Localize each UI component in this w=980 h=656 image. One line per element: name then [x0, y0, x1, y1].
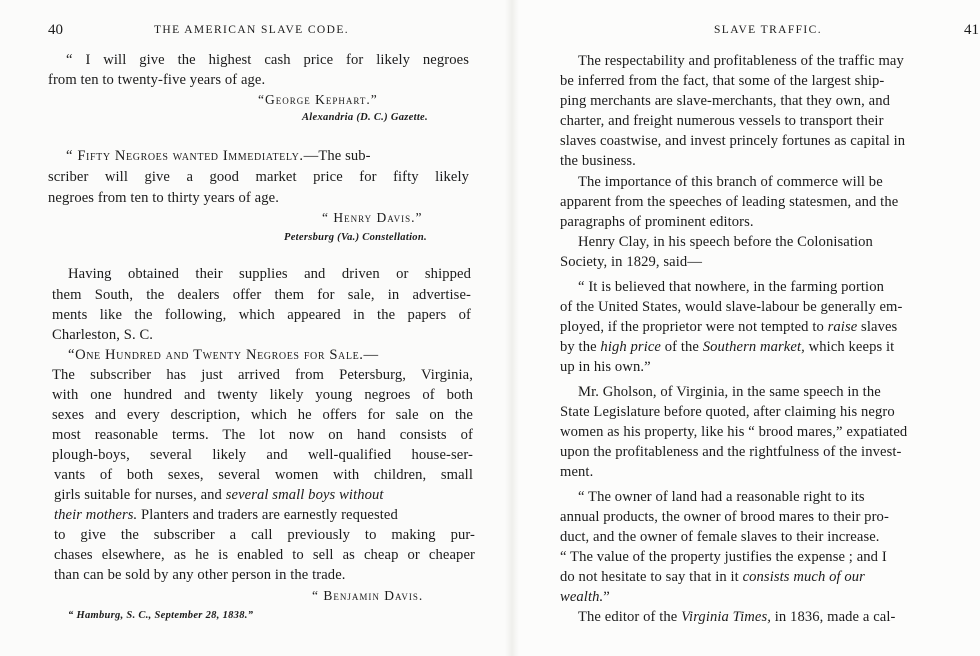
text-line: most reasonable terms. The lot now on hand consists of [52, 427, 473, 443]
text-line: to give the subscriber a call previously to making pur- [54, 527, 475, 543]
text-span: do not hesitate to say that in it [560, 569, 743, 585]
ad-dateline: “ Hamburg, S. C., September 28, 1838.” [68, 610, 254, 621]
italic-span: their mothers. [54, 507, 138, 523]
text-span: ” [603, 589, 610, 605]
text-line: of the United States, would slave-labour be generally em- [560, 299, 903, 315]
italic-span: high price [600, 339, 662, 355]
text-line: The respectability and profitableness of the traffic may [578, 53, 904, 69]
text-line: The subscriber has just arrived from Petersburg, Virginia, [52, 367, 473, 383]
text-line: negroes from ten to thirty years of age. [48, 190, 279, 206]
italic-span: Southern market, [702, 339, 805, 355]
text-line: than can be sold by any other person in the trade. [54, 567, 346, 583]
newspaper-source: Petersburg (Va.) Constellation. [284, 232, 427, 243]
book-gutter [505, 0, 519, 656]
text-line: annual products, the owner of brood mares to their pro- [560, 509, 889, 525]
text-line: ments like the following, which appeared in the papers of [52, 307, 471, 323]
text-line [578, 608, 895, 626]
text-line [560, 318, 897, 336]
text-line: Having obtained their supplies and driven or shipped [68, 266, 471, 282]
text-line [66, 147, 371, 165]
ad-heading: “ Fifty Negroes wanted Immediately. [66, 148, 304, 164]
page-number: 40 [48, 22, 63, 38]
text-line: be inferred from the fact, that some of the largest ship- [560, 73, 885, 89]
text-span: in 1836, made a cal- [771, 609, 896, 625]
text-line: slaves coastwise, and invest princely fortunes as capital in [560, 133, 906, 149]
page-number: 41 [964, 22, 979, 38]
text-line: sexes and every description, which he offers for sale on the [52, 407, 473, 423]
text-line: “ I will give the highest cash price for likely negroes [66, 52, 469, 68]
text-span: of the [661, 339, 703, 355]
text-line: scriber will give a good market price for fifty likely [48, 169, 469, 185]
text-line: Henry Clay, in his speech before the Colonisation [578, 234, 873, 250]
text-line: apparent from the speeches of leading statesmen, and the [560, 194, 899, 210]
text-line: Mr. Gholson, of Virginia, in the same speech in the [578, 384, 881, 400]
text-line [560, 338, 894, 356]
right-page [512, 0, 980, 656]
text-line [560, 568, 865, 586]
text-line: paragraphs of prominent editors. [560, 214, 754, 230]
text-span: — [363, 347, 379, 363]
ad-signature: “ Benjamin Davis. [312, 588, 424, 603]
text-line: “ It is believed that nowhere, in the farming portion [578, 279, 885, 295]
text-line: ment. [560, 464, 594, 480]
running-head: THE AMERICAN SLAVE CODE. [154, 24, 350, 36]
text-line: vants of both sexes, several women with children, small [54, 467, 473, 483]
text-line: chases elsewhere, as he is enabled to sell as cheap or cheaper [54, 547, 475, 563]
text-span: slaves [857, 319, 898, 335]
text-line: with one hundred and twenty likely young negroes of both [52, 387, 473, 403]
text-span: which keeps it [804, 339, 895, 355]
italic-span: several small boys without [225, 487, 384, 503]
text-line: ping merchants are slave-merchants, that they own, and [560, 93, 890, 109]
text-line: the business. [560, 153, 636, 169]
running-head: SLAVE TRAFFIC. [714, 24, 823, 36]
text-line: women as his property, like his “ brood mares,” expatiated [560, 424, 908, 440]
text-line: The importance of this branch of commerce will be [578, 174, 883, 190]
text-span: ployed, if the proprietor were not tempted to [560, 319, 828, 335]
text-line: upon the profitableness and the rightfulness of the invest- [560, 444, 902, 460]
italic-span: Virginia Times, [681, 609, 771, 625]
ad-signature: “George Kephart.” [258, 92, 378, 107]
text-line: “ The value of the property justifies the expense ; and I [560, 549, 887, 565]
text-line: plough-boys, several likely and well-qualified house-ser- [52, 447, 473, 463]
text-line [68, 346, 378, 364]
text-line: up in his own.” [560, 359, 651, 375]
text-span: The editor of the [578, 609, 682, 625]
text-line: duct, and the owner of female slaves to their increase. [560, 529, 880, 545]
ad-heading: “One Hundred and Twenty Negroes for Sale. [68, 347, 364, 363]
italic-span: wealth. [560, 589, 604, 605]
text-span: girls suitable for nurses, and [54, 487, 226, 503]
ad-signature: “ Henry Davis.” [322, 210, 423, 225]
italic-span: raise [827, 319, 858, 335]
text-line [54, 506, 398, 524]
text-line: them South, the dealers offer them for sale, in advertise- [52, 287, 471, 303]
text-line [560, 588, 610, 606]
text-line [54, 486, 384, 504]
text-span: by the [560, 339, 601, 355]
text-line: State Legislature before quoted, after claiming his negro [560, 404, 895, 420]
text-line: from ten to twenty-five years of age. [48, 72, 266, 88]
text-span: —The sub- [303, 148, 371, 164]
text-line: Charleston, S. C. [52, 327, 154, 343]
newspaper-source: Alexandria (D. C.) Gazette. [302, 112, 428, 123]
text-line: charter, and freight numerous vessels to transport their [560, 113, 884, 129]
italic-span: consists much of our [742, 569, 865, 585]
text-line: Society, in 1829, said— [560, 254, 703, 270]
text-span: Planters and traders are earnestly requested [137, 507, 398, 523]
text-line: “ The owner of land had a reasonable right to its [578, 489, 865, 505]
